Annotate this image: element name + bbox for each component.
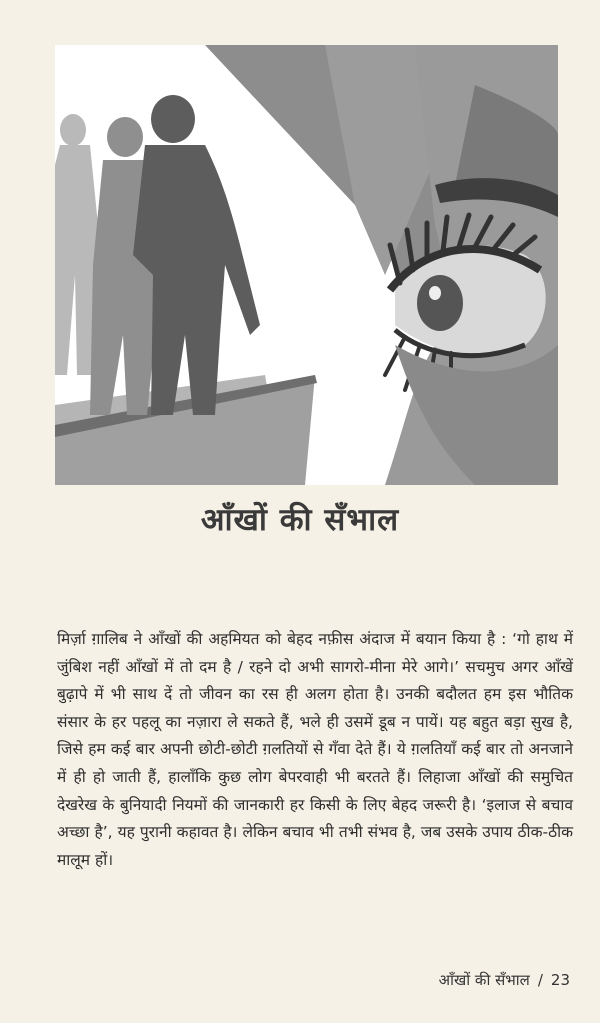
body-text [57, 626, 573, 874]
eye-watching-figures-illustration [55, 45, 558, 485]
footer-separator: / [537, 971, 543, 989]
paragraph: मिर्ज़ा ग़ालिब ने आँखों की अहमियत को बेहद नफ़ीस अंदाज में बयान किया है : ‘गो हाथ में जुंबिश नहीं आँखों में तो दम है / रहने दो अभी सागरो-मीना मेरे आगे।’ सचमुच अगर आँखें बुढ़ापे में भी साथ दें तो जीवन का रस ही अलग होता है। उनकी बदौलत हम इस भौतिक संसार के हर पहलू का नज़ारा ले सकते हैं, भले ही उसमें डूब न पायें। यह बहुत बड़ा सुख है, जिसे हम कई बार अपनी छोटी-छोटी ग़लतियों से गँवा देते हैं। ये ग़लतियाँ कई बार तो अनजाने में ही हो जाती हैं, हालाँकि कुछ लोग बेपरवाही भी बरतते हैं। लिहाजा आँखों की समुचित देखरेख के बुनियादी नियमों की जानकारी हर किसी के लिए बेहद जरूरी है। ‘इलाज से बचाव अच्छा है’, यह पुरानी कहावत है। लेकिन बचाव भी तभी संभव है, जब उसके उपाय ठीक-ठीक मालूम हों। [57, 630, 573, 869]
running-title: आँखों की सँभाल [438, 971, 530, 989]
page-footer [439, 970, 570, 990]
chapter-title: आँखों की सँभाल [200, 502, 400, 538]
page-number: 23 [550, 971, 570, 989]
